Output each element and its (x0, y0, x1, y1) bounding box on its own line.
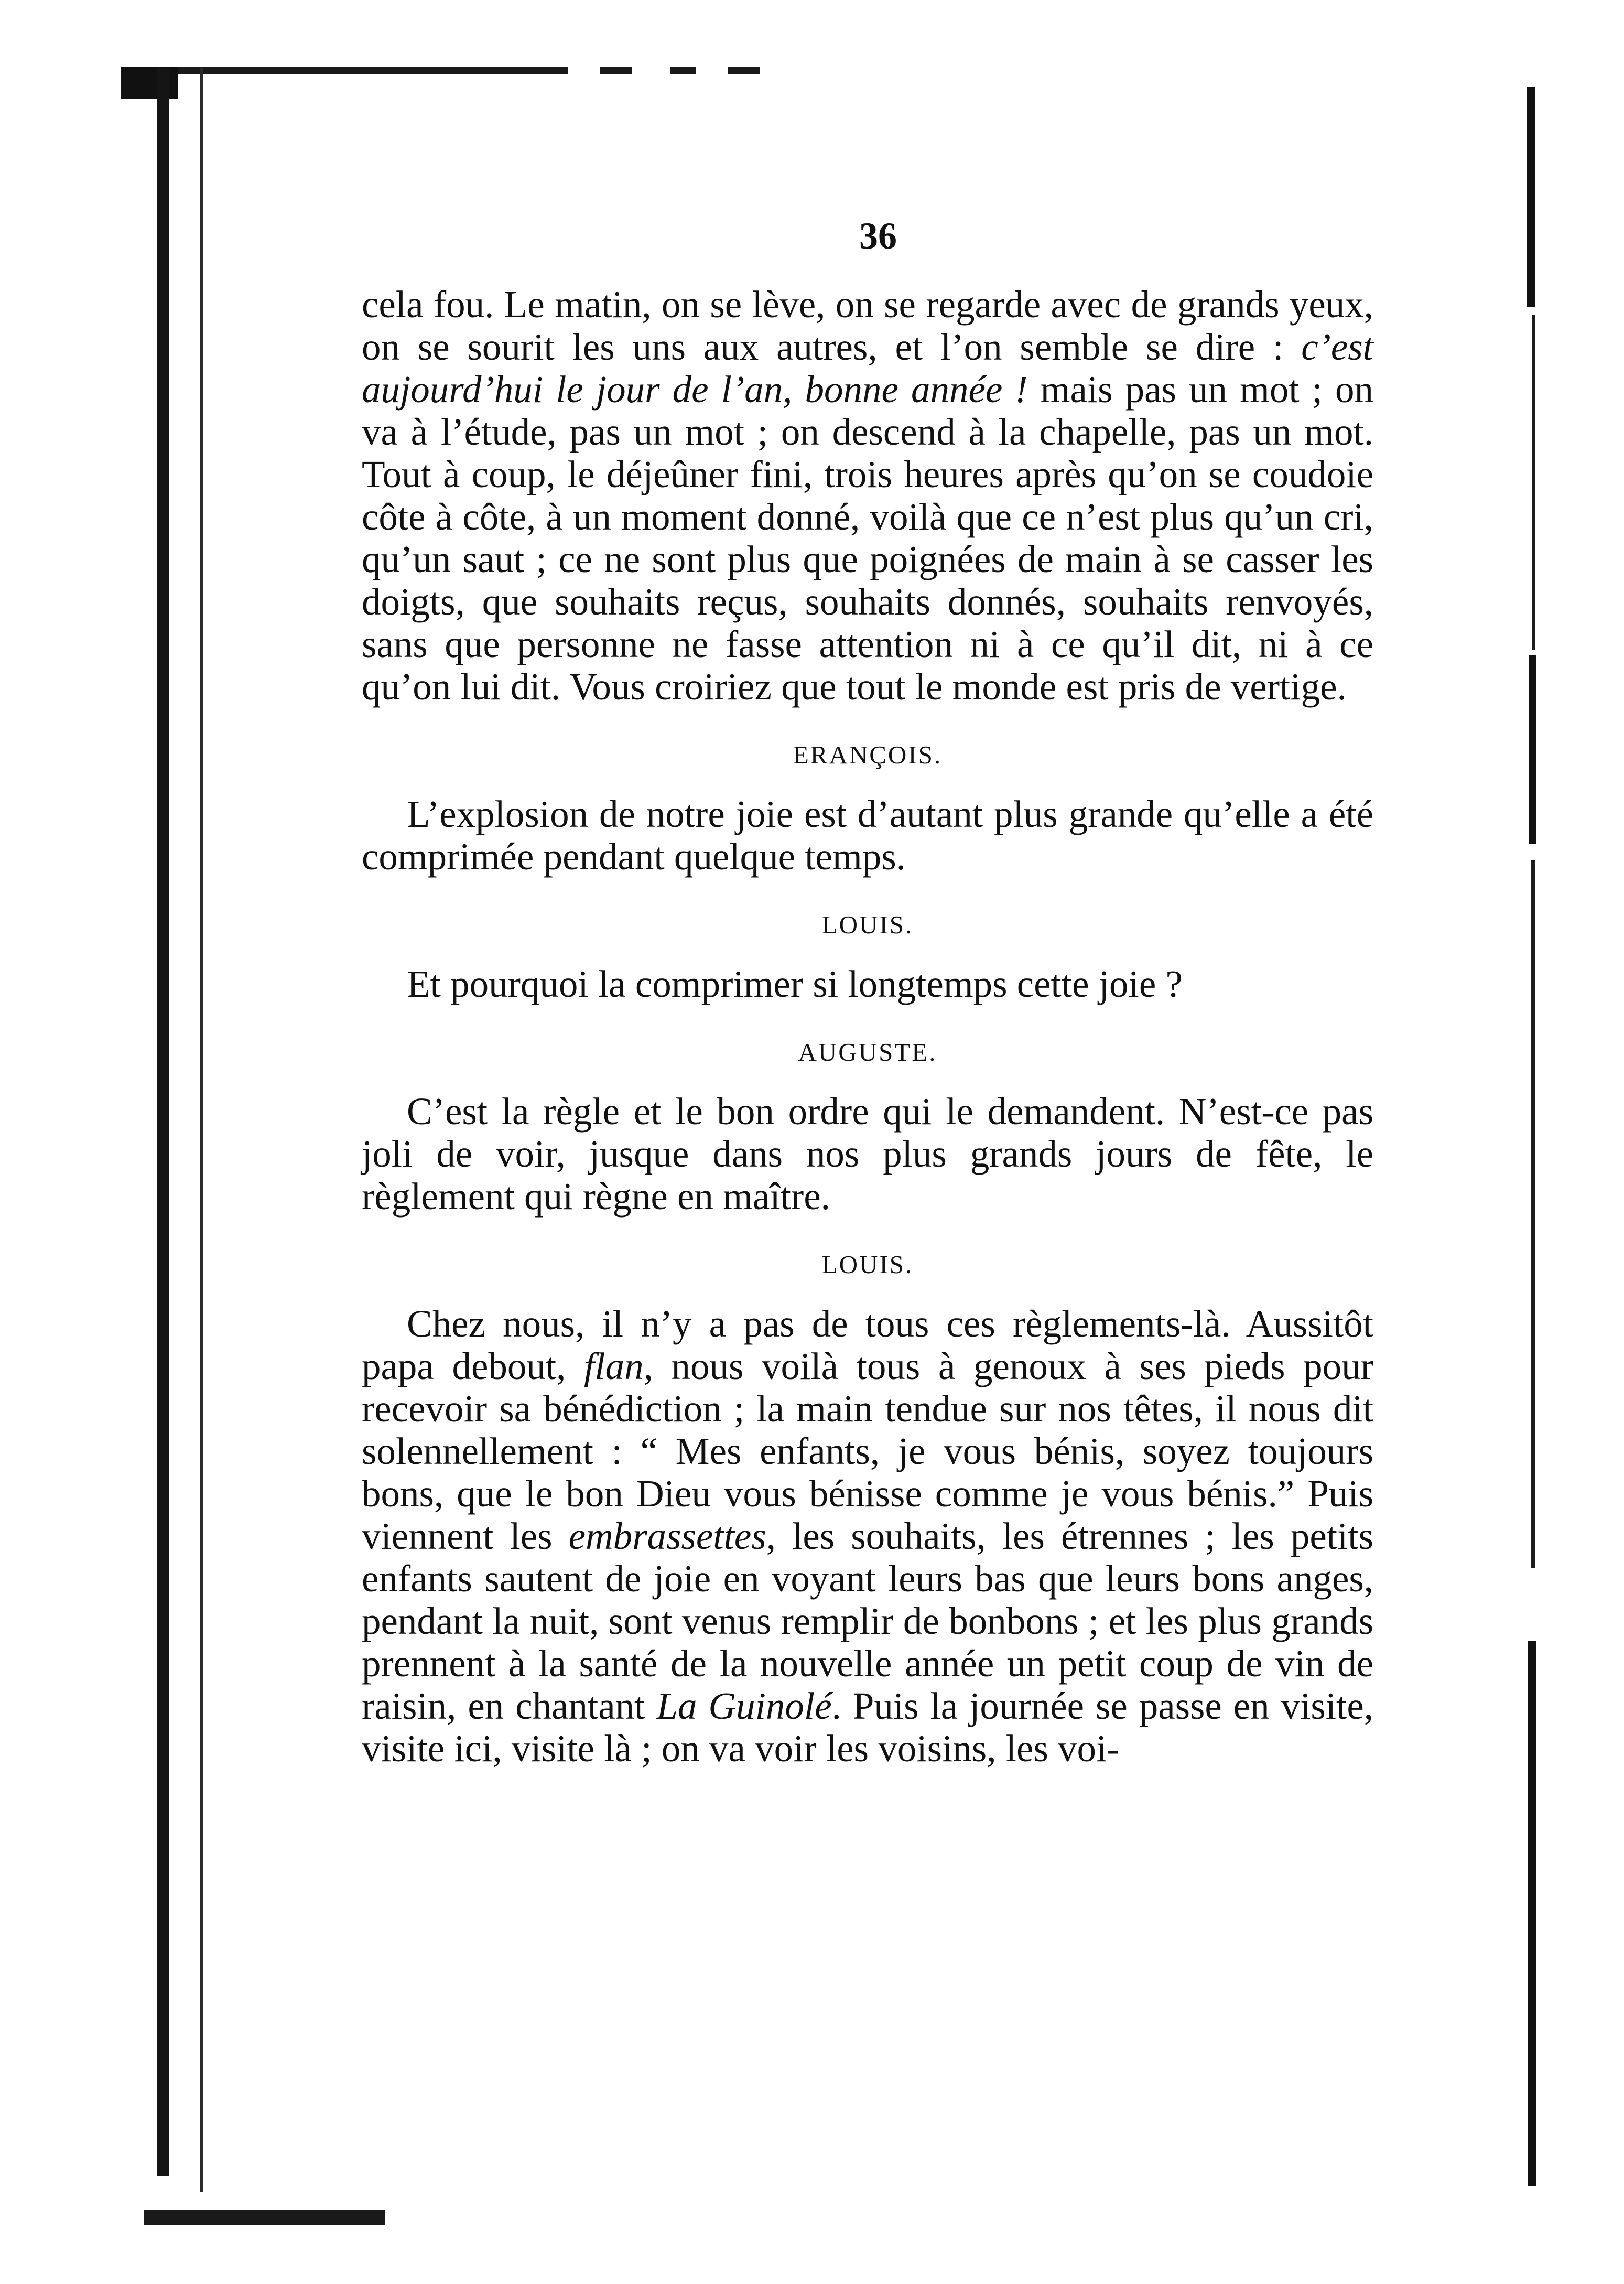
speaker-name: ERANÇOIS. (793, 740, 943, 769)
text-run: , nous voilà tous à genoux à ses pieds pour recevoir sa bénédiction ; la main tendue sur nos têtes, il nous dit solennellement : “ Mes enfants, je vous bénis, soyez toujours bons, que le bon Dieu vous bénisse comme je vous bénis.” Puis viennent les (362, 1345, 1373, 1557)
binding-edge-right (1532, 315, 1535, 650)
text-run: Chez nous, il n’y a pas de tous ces règlements-là. Aussitôt papa debout, (362, 1302, 1373, 1387)
speaker-name: LOUIS. (821, 1250, 914, 1279)
italic-run: c’est aujourd’hui le jour de l’an, bonne année ! (362, 326, 1373, 411)
binding-edge-right (1529, 655, 1536, 844)
text-run: mais pas un mot ; on va à l’étude, pas un mot ; on descend à la chapelle, pas un mot. Tout à coup, le déjeûner fini, trois heures après qu’on se coudoie côte à côte, à un moment donné, voilà que ce n’est plus qu’un cri, qu’un saut ; ce ne sont plus que poignées de main à se casser les doigts, que souhaits reçus, souhaits donnés, souhaits renvoyés, sans que personne ne fasse attention ni à ce qu’il dit, ni à ce qu’on lui dit. Vous croiriez que tout le monde est pris de vertige. (362, 368, 1374, 708)
italic-run: flan (584, 1345, 644, 1387)
text-column (362, 210, 1373, 1770)
speaker-name: AUGUSTE. (798, 1038, 937, 1066)
binding-edge-left (157, 68, 169, 2176)
binding-edge-right (1531, 860, 1535, 1568)
binding-edge-top (121, 67, 760, 74)
binding-corner (121, 67, 178, 99)
text-run: . Puis la journée se passe en visite, visite ici, visite là ; on va voir les voisins, les voi- (362, 1685, 1373, 1770)
binding-edge-right (1527, 87, 1535, 307)
dialogue-line: Et pourquoi la comprimer si longtemps cette joie ? (407, 963, 1183, 1005)
dialogue-line: L’explosion de notre joie est d’autant plus grande qu’elle a été comprimée pendant quelque temps. (362, 793, 1373, 878)
text-run: cela fou. Le matin, on se lève, on se regarde avec de grands yeux, on se sourit les uns aux autres, et l’on semble se dire : (362, 283, 1373, 368)
italic-run: La Guinolé (656, 1685, 832, 1727)
speaker-name: LOUIS. (821, 910, 914, 939)
binding-edge-bottom (144, 2210, 385, 2225)
dialogue-line (362, 1302, 1373, 1770)
dialogue-line: C’est la règle et le bon ordre qui le demandent. N’est-ce pas joli de voir, jusque dans nos plus grands jours de fête, le règlement qui règne en maître. (362, 1090, 1373, 1218)
opening-paragraph (362, 283, 1373, 708)
binding-edge-right (1528, 1641, 1536, 2186)
text-run: , les souhaits, les étrennes ; les petits enfants sautent de joie en voyant leurs bas que leurs bons anges, pendant la nuit, sont venus remplir de bonbons ; et les plus grands prennent à la santé de la nouvelle année un petit coup de vin de raisin, en chantant (362, 1515, 1373, 1727)
italic-run: embrassettes (568, 1515, 766, 1557)
binding-edge-left-thin (200, 68, 203, 2192)
page-number: 36 (859, 215, 897, 257)
